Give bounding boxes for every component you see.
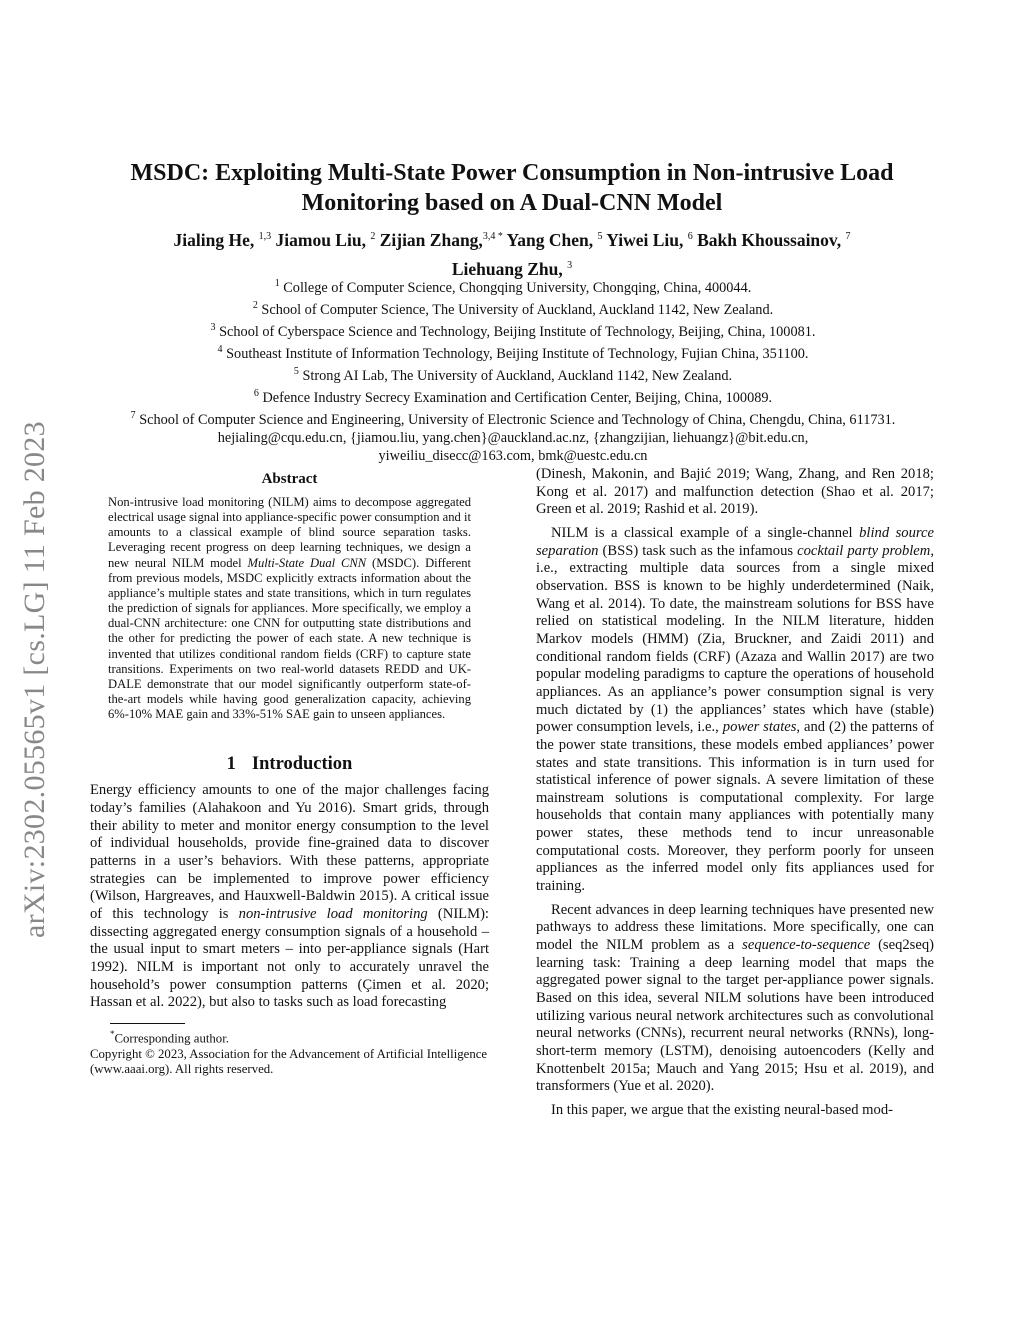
author-affiliation-mark: 2 (370, 231, 376, 242)
author-emails (90, 429, 936, 465)
intro-paragraph-1 (90, 782, 489, 1012)
affiliation-line (90, 363, 936, 385)
arxiv-identifier-watermark (16, 350, 66, 940)
footnote-text: Corresponding author. (114, 1031, 229, 1046)
intro-paragraph-4: In this paper, we argue that the existing neural-based mod- (551, 1101, 893, 1118)
abstract-text-part: Non-intrusive load monitoring (NILM) aims to decompose aggregated electrical usage signal into appliance-specific power consumption and it amounts to a classical example of blind source separation tasks. Leveraging recent progress on deep learning techniques, we design a new neural NILM model (108, 495, 471, 570)
affiliation-text: School of Computer Science, The University of Auckland, Auckland 1142, New Zealand. (261, 301, 774, 318)
author-affiliation-mark: 3 (567, 259, 573, 271)
affiliation-line (90, 297, 936, 319)
affiliation-mark: 2 (252, 299, 258, 311)
affiliation-mark: 6 (253, 387, 259, 399)
copyright-notice: Copyright © 2023, Association for the Advancement of Artificial Intelligence (www.aaai.org). All rights reserved. (90, 1046, 488, 1077)
abstract-heading: Abstract (261, 471, 318, 487)
author-name: Jiamou Liu, (275, 229, 366, 250)
affiliation-line (90, 407, 936, 429)
author-name: Bakh Khoussainov, (697, 229, 842, 250)
affiliation-mark: 3 (210, 321, 216, 333)
intro-paragraph-2 (536, 525, 934, 896)
emphasis-text: blind source separation (536, 524, 934, 559)
footnote-corresponding-author (90, 1027, 489, 1047)
right-column (536, 466, 934, 1120)
affiliation-mark: 4 (217, 343, 223, 355)
author-list (110, 224, 914, 282)
paper-title (110, 158, 914, 218)
affiliation-text: Strong AI Lab, The University of Auckland, Auckland 1142, New Zealand. (302, 367, 733, 384)
affiliation-text: School of Computer Science and Engineering, University of Electronic Science and Technology of China, Chengdu, China, 611731. (139, 411, 896, 428)
paragraph-text: (NILM): dissecting aggregated energy consumption signals of a household – the usual input to smart meters – into per-appliance signals (Hart 1992). NILM is important not only to accurately unravel the household’s power consumption patterns (Çimen et al. 2020; Hassan et al. 2022), but also to tasks such as load forecasting (90, 905, 489, 1011)
author-name: Yiwei Liu, (606, 229, 684, 250)
affiliation-line (90, 319, 936, 341)
left-column (90, 466, 489, 1078)
paragraph-text: Recent advances in deep learning techniques have presented new pathways to address these limitations. More specifically, one can model the NILM problem as a (536, 901, 934, 954)
section-title: Introduction (251, 754, 353, 775)
affiliation-line (90, 275, 936, 297)
email-line-2: yiweiliu_disecc@163.com, bmk@uestc.edu.cn (378, 447, 648, 464)
affiliation-line (90, 385, 936, 407)
author-affiliation-mark: 6 (687, 231, 693, 242)
affiliation-mark: 7 (130, 409, 136, 421)
affiliation-line (90, 341, 936, 363)
title-line-2: Monitoring based on A Dual-CNN Model (301, 190, 723, 216)
affiliation-mark: 5 (293, 365, 299, 377)
arxiv-id: arXiv:2302.05565v1 [cs.LG] 11 Feb 2023 (18, 421, 51, 938)
abstract-text (108, 495, 471, 722)
author-name: Zijian Zhang, (379, 229, 483, 250)
author-name: Jialing He, (173, 229, 255, 250)
footnote-divider (110, 1023, 185, 1024)
footnote-mark: * (110, 1028, 115, 1039)
abstract-model-name: Multi-State Dual CNN (247, 555, 367, 570)
emphasis-text: cocktail party problem (797, 542, 931, 559)
intro-paragraph-3 (536, 902, 934, 1096)
section-heading-introduction (90, 752, 489, 776)
affiliation-text: Defence Industry Secrecy Examination and Certification Center, Beijing, China, 100089. (262, 389, 773, 406)
intro-paragraph-1-continued: (Dinesh, Makonin, and Bajić 2019; Wang, Zhang, and Ren 2018; Kong et al. 2017) and malfunction detection (Shao et al. 2017; Green et al. 2019; Rashid et al. 2019). (536, 466, 934, 518)
paragraph-text: , and (2) the patterns of the power state transitions, these models embed appliances’ power states and state transitions. This information is in turn used for statistical inference of power signals. A severe limitation of these mainstream solutions is computational complexity. For large households that contain many appliances with potentially many power states, these methods tend to incur unreasonable computational costs. Moreover, they perform poorly for unseen appliances as the inferred model only fits appliances used for training. (536, 719, 934, 895)
section-number: 1 (226, 754, 236, 775)
paragraph-text: (BSS) task such as the infamous (598, 542, 798, 559)
author-name: Liehuang Zhu, (451, 258, 563, 279)
affiliation-text: Southeast Institute of Information Technology, Beijing Institute of Technology, Fujian China, 351100. (226, 345, 809, 362)
affiliation-text: College of Computer Science, Chongqing University, Chongqing, China, 400044. (283, 279, 752, 296)
emphasis-text: non-intrusive load monitoring (238, 905, 428, 922)
emphasis-text: power states (722, 719, 797, 736)
affiliation-text: School of Cyberspace Science and Technology, Beijing Institute of Technology, Beijing, China, 100081. (219, 323, 816, 340)
abstract-text-part: (MSDC). Different from previous models, MSDC explicitly extracts information about the appliance’s multiple states and state transitions, which in turn regulates the prediction of signals for appliances. More specifically, we employ a dual-CNN architecture: one CNN for outputting state distributions and the other for predicting the power of each state. A new technique is invented that utilizes conditional random fields (CRF) to capture state transitions. Experiments on two real-world datasets REDD and UK-DALE demonstrate that our model significantly outperform state-of-the-art models while having good generalization capacity, achieving 6%-10% MAE gain and 33%-51% SAE gain to unseen appliances. (108, 555, 471, 722)
emphasis-text: sequence-to-sequence (742, 937, 871, 954)
affiliation-mark: 1 (274, 278, 280, 289)
title-line-1: MSDC: Exploiting Multi-State Power Consumption in Non-intrusive Load (130, 160, 894, 186)
email-line-1: hejialing@cqu.edu.cn, {jiamou.liu, yang.chen}@auckland.ac.nz, {zhangzijian, liehuangz}@bit.edu.cn, (217, 429, 809, 446)
author-affiliation-mark: 1,3 (258, 231, 272, 242)
affiliations (90, 275, 936, 465)
author-affiliation-mark: 7 (845, 231, 851, 242)
paragraph-text: (seq2seq) learning task: Training a deep learning model that maps the aggregated power signal to the target per-appliance power signals. Based on this idea, several NILM solutions have been introduced utilizing various neural network architectures such as convolutional neural networks (CNNs), recurrent neural networks (RNNs), long-short-term memory (LSTM), denoising autoencoders (Kelly and Knottenbelt 2015a; Mauch and Yang 2015; Hsu et al. 2019), and transformers (Yue et al. 2020). (536, 937, 934, 1095)
paragraph-text: Energy efficiency amounts to one of the major challenges facing today’s families (Alahakoon and Yu 2016). Smart grids, through their ability to meter and monitor energy consumption to the level of individual households, provide fine-grained data to discover patterns in a user’s behaviors. With these patterns, appropriate strategies can be implemented to improve power efficiency (Wilson, Hargreaves, and Hauxwell-Baldwin 2015). A critical issue of this technology is (90, 782, 489, 922)
author-name: Yang Chen, (506, 229, 594, 250)
paragraph-text: NILM is a classical example of a single-channel (551, 524, 860, 541)
author-affiliation-mark: 5 (597, 231, 603, 242)
author-affiliation-mark: 3,4 * (482, 231, 503, 242)
paragraph-text: , i.e., extracting multiple data sources from a single mixed observation. BSS is known to be highly underdetermined (Naik, Wang et al. 2014). To date, the mainstream solutions for BSS have relied on statistical modeling. In the NILM literature, hidden Markov models (HMM) (Zia, Bruckner, and Zaidi 2011) and conditional random fields (CRF) (Azaza and Wallin 2017) are two popular modeling paradigms to capture the operations of household appliances. As an appliance’s power consumption signal is very much dictated by (1) the appliances’ states which have (stable) power consumption levels, i.e., (536, 542, 934, 736)
